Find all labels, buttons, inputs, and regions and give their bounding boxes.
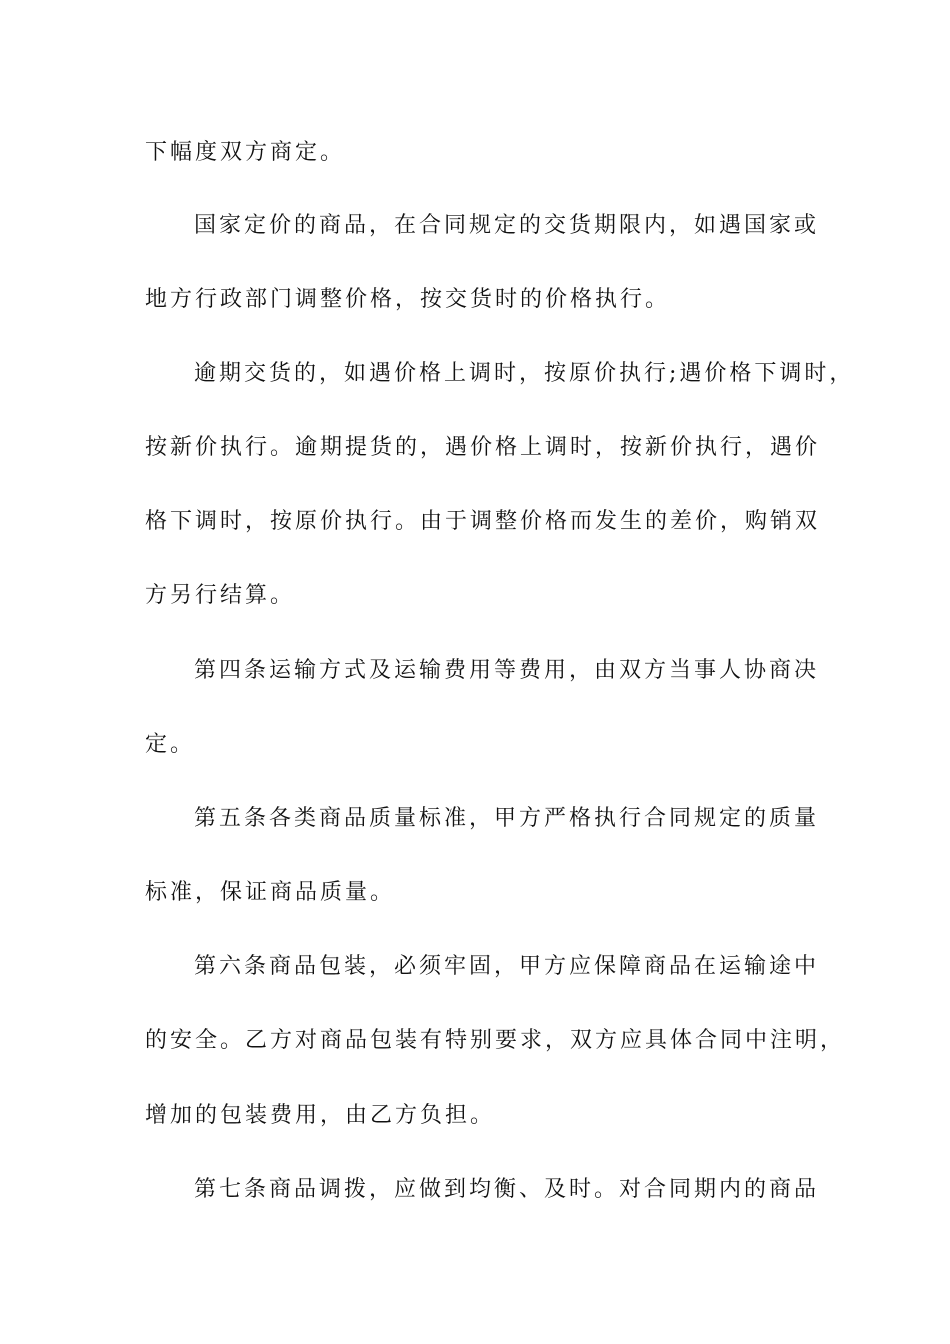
paragraph-line: 按新价执行。逾期提货的，遇价格上调时，按新价执行，遇价 [145,435,821,460]
paragraph-line: 增加的包装费用，由乙方负担。 [145,1103,496,1128]
paragraph-line: 的安全。乙方对商品包装有特别要求，双方应具体合同中注明， [145,1028,846,1053]
paragraph-line: 标准，保证商品质量。 [145,880,396,905]
paragraph-line: 下幅度双方商定。 [145,140,346,165]
paragraph-line: 国家定价的商品，在合同规定的交货期限内，如遇国家或 [194,213,820,238]
paragraph-line: 第五条各类商品质量标准，甲方严格执行合同规定的质量 [194,806,820,831]
paragraph-line: 地方行政部门调整价格，按交货时的价格执行。 [145,287,671,312]
paragraph-line: 逾期交货的，如遇价格上调时，按原价执行;遇价格下调时， [194,361,855,386]
paragraph-line: 第六条商品包装，必须牢固，甲方应保障商品在运输途中 [194,954,820,979]
paragraph-line: 第七条商品调拨，应做到均衡、及时。对合同期内的商品 [194,1177,820,1202]
paragraph-line: 第四条运输方式及运输费用等费用，由双方当事人协商决 [194,658,820,683]
paragraph-line: 方另行结算。 [145,583,296,608]
paragraph-line: 格下调时，按原价执行。由于调整价格而发生的差价，购销双 [145,509,821,534]
paragraph-line: 定。 [145,732,196,757]
